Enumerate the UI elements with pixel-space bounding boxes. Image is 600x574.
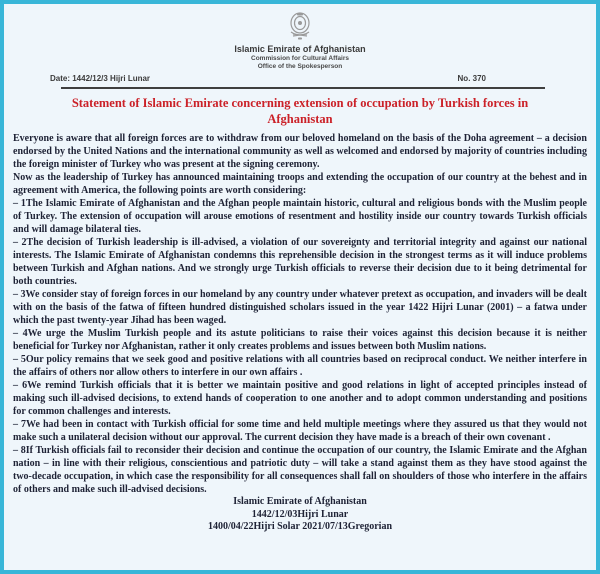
meta-row	[4, 71, 596, 85]
paragraph-point-1: – 1The Islamic Emirate of Afghanistan and the Afghan people maintain historic, cultural and religious bonds with the Muslim people of Turkey. The extension of occupation will arouse emotions of resentment and hostility inside our country towards Turkish officials and will damage bilateral ties.	[13, 198, 587, 235]
signature-block	[4, 496, 596, 534]
signature-date-lunar: 1442/12/03Hijri Lunar	[251, 508, 349, 520]
statement-body	[4, 131, 596, 496]
org-subline-commission: Commission for Cultural Affairs	[251, 55, 349, 62]
signature-date-solar-gregorian: 1400/04/22Hijri Solar 2021/07/13Gregorian	[207, 521, 393, 532]
paragraph-preamble: Now as the leadership of Turkey has announced maintaining troops and extending the occupation of our country at the behest and in agreement with America, the following points are worth considering:	[13, 172, 587, 196]
signature-org: Islamic Emirate of Afghanistan	[233, 496, 367, 507]
paragraph-point-8: – 8If Turkish officials fail to reconsider their decision and continue the occupation of our country, the Islamic Emirate and the Afghan nation – in line with their religious, conscientious and patriotic duty – will take a stand against them as they have stood against the two-decade occupation, in which case the responsibility for all consequences shall fall on shoulders of those who interfere in the affairs of others and make such ill-advised decisions.	[13, 445, 587, 495]
document-number: No. 370	[457, 74, 486, 83]
letterhead	[4, 4, 596, 71]
date-label: Date: 1442/12/3 Hijri Lunar	[50, 74, 151, 83]
paragraph-point-3: – 3We consider stay of foreign forces in our homeland by any country under whatever pretext as occupation, and invaders will be dealt with on the basis of the fatwa of fifteen hundred distinguished scholars issued in the year 1422 Hijri Lunar (2001) – a fatwa under which the past twenty-year Jihad has been waged.	[13, 289, 587, 326]
paragraph-point-5: – 5Our policy remains that we seek good and positive relations with all countries based on reciprocal conduct. We neither interfere in the affairs of others nor allow others to interfere in our own affairs .	[13, 354, 587, 378]
org-name: Islamic Emirate of Afghanistan	[234, 44, 366, 54]
paragraph-point-6: – 6We remind Turkish officials that it is better we maintain positive and good relations in light of accepted principles instead of making such ill-advised decisions, to extend hands of cooperation to one another and to adopt common understanding and positions for common challenges and interests.	[13, 380, 587, 417]
statement-title: Statement of Islamic Emirate concerning extension of occupation by Turkish forces in Afghanistan	[71, 96, 529, 126]
paragraph-point-7: – 7We had been in contact with Turkish official for some time and held multiple meetings where they assured us that they would not make such a unilateral decision without our approval. The current decision they have made is a breach of their own covenant .	[13, 419, 587, 443]
paragraph-point-2: – 2The decision of Turkish leadership is ill-advised, a violation of our sovereignty and territorial integrity and against our national interests. The Islamic Emirate of Afghanistan condemns this reprehensible decision in the strongest terms as it will induce problems between Turkish and Afghan nations. And we strongly urge Turkish officials to reverse their decision due to it being detrimental for both countries.	[13, 237, 587, 287]
org-subline-office: Office of the Spokesperson	[257, 63, 343, 70]
paragraph-point-4: – 4We urge the Muslim Turkish people and its astute politicians to raise their voices against this decision because it is neither beneficial for Turkey nor Afghanistan, rather it only creates problems and issues between both Muslim nations.	[13, 328, 587, 352]
paragraph-intro: Everyone is aware that all foreign forces are to withdraw from our beloved homeland on the basis of the Doha agreement – a decision endorsed by the United Nations and the international community as well as welcomed and endorsed by majority of countries including the foreign minister of Turkey who was present at the signing ceremony.	[13, 133, 587, 170]
emirate-seal-icon	[285, 10, 315, 42]
